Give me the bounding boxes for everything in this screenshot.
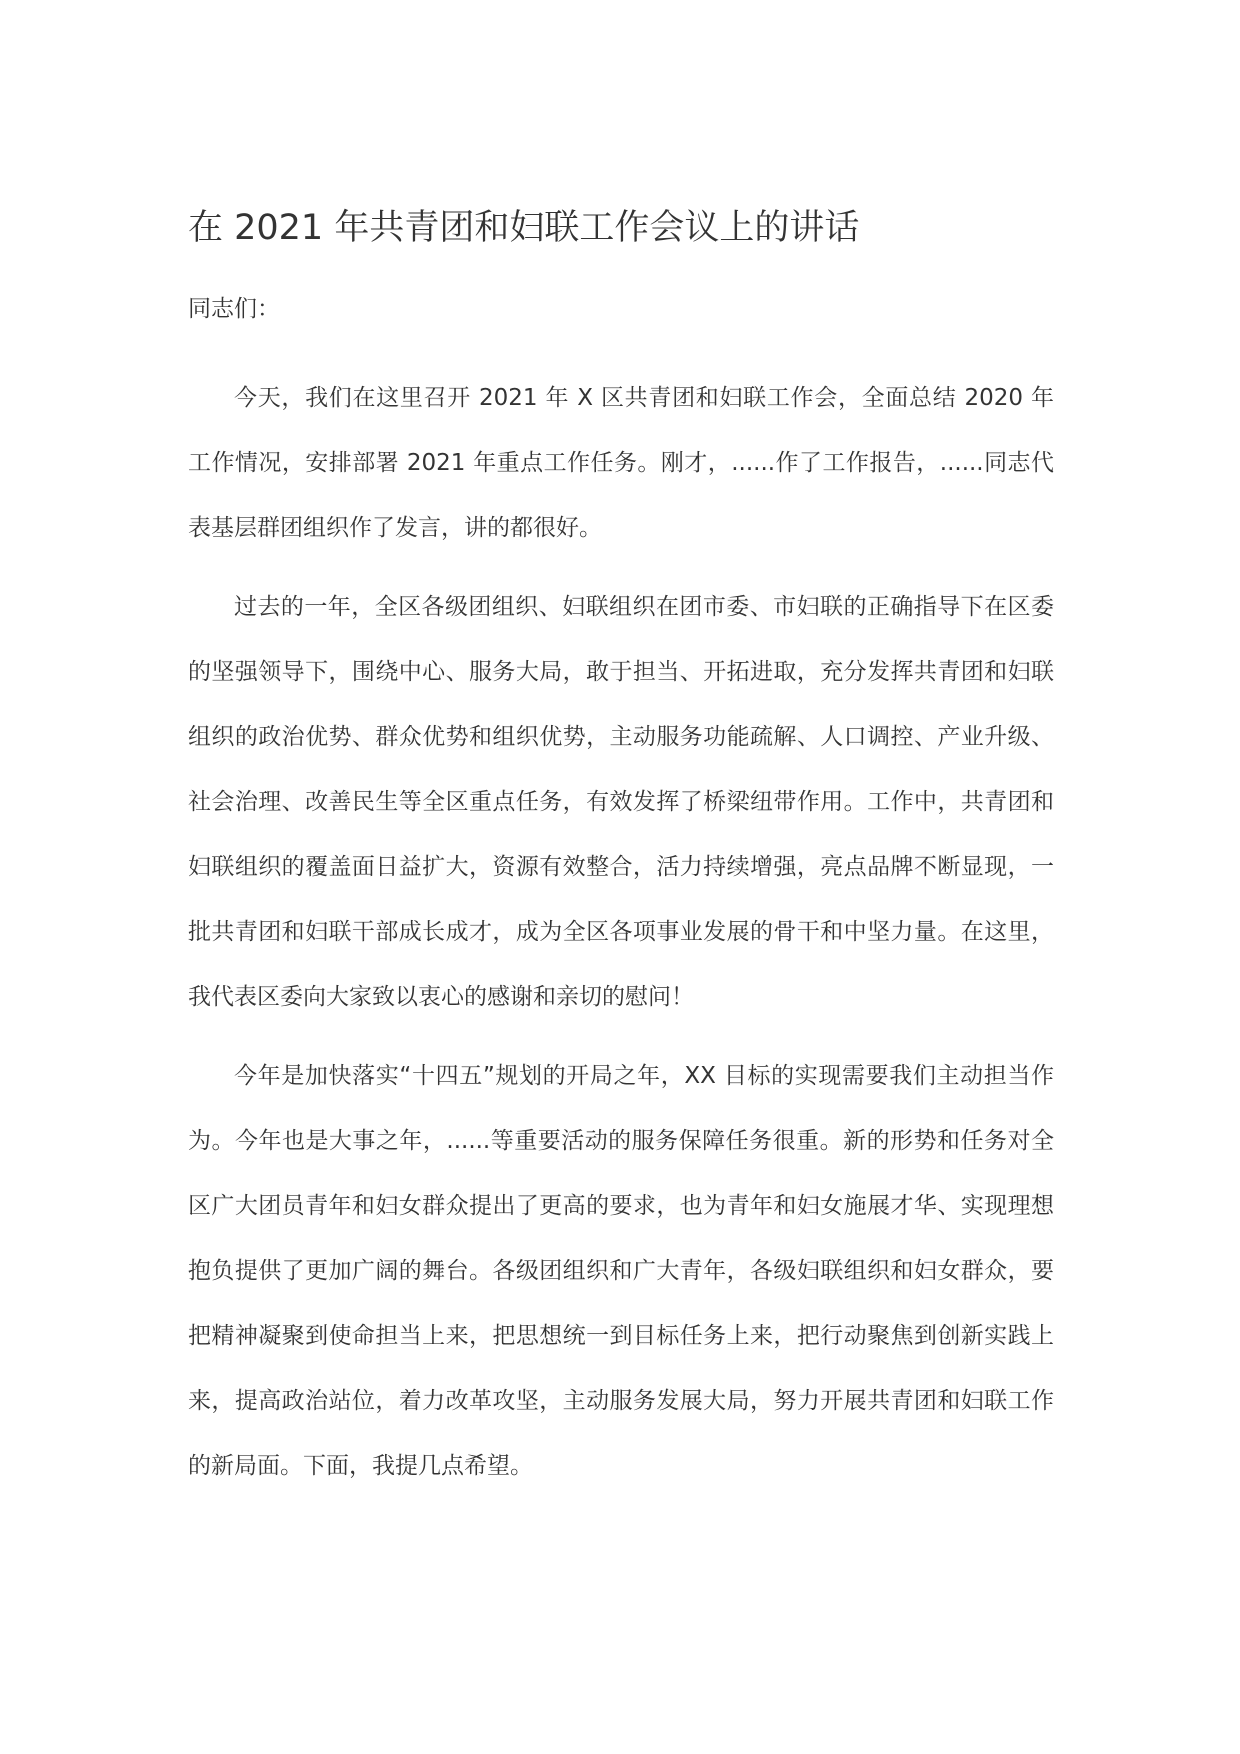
- paragraph-outlook: 今年是加快落实“十四五”规划的开局之年，XX 目标的实现需要我们主动担当作为。今年也是大事之年，......等重要活动的服务保障任务很重。新的形势和任务对全区广大团员青年和妇女群众提出了更高的要求，也为青年和妇女施展才华、实现理想抱负提供了更加广阔的舞台。各级团组织和广大青年，各级妇联组织和妇女群众，要把精神凝聚到使命担当上来，把思想统一到目标任务上来，把行动聚焦到创新实践上来，提高政治站位，着力改革攻坚，主动服务发展大局，努力开展共青团和妇联工作的新局面。下面，我提几点希望。: [188, 1063, 1054, 1479]
- document-title: 在 2021 年共青团和妇联工作会议上的讲话: [188, 208, 860, 248]
- document-body: [188, 200, 1054, 1499]
- paragraph-opening: 今天，我们在这里召开 2021 年 X 区共青团和妇联工作会，全面总结 2020 年工作情况，安排部署 2021 年重点工作任务。刚才，......作了工作报告，......同志代表基层群团组织作了发言，讲的都很好。: [188, 385, 1054, 541]
- paragraph-review: 过去的一年，全区各级团组织、妇联组织在团市委、市妇联的正确指导下在区委的坚强领导下，围绕中心、服务大局，敢于担当、开拓进取，充分发挥共青团和妇联组织的政治优势、群众优势和组织优势，主动服务功能疏解、人口调控、产业升级、社会治理、改善民生等全区重点任务，有效发挥了桥梁纽带作用。工作中，共青团和妇联组织的覆盖面日益扩大，资源有效整合，活力持续增强，亮点品牌不断显现，一批共青团和妇联干部成长成才，成为全区各项事业发展的骨干和中坚力量。在这里，我代表区委向大家致以衷心的感谢和亲切的慰问！: [188, 594, 1054, 1010]
- salutation: 同志们：: [188, 296, 280, 322]
